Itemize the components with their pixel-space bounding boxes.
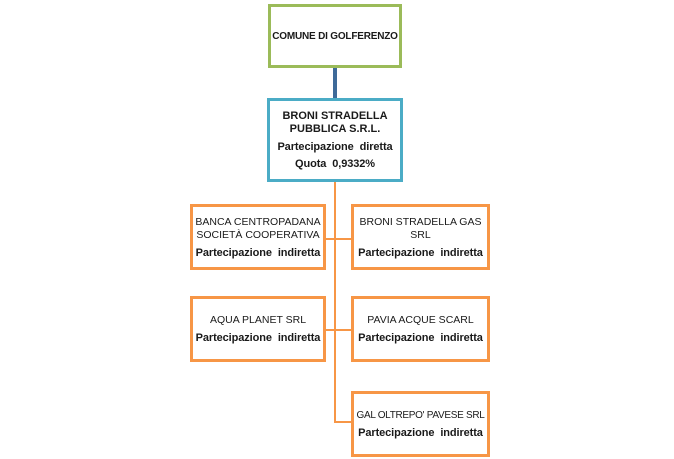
connector-branch-row1 xyxy=(326,238,351,240)
child-participation-label: Partecipazione indiretta xyxy=(358,332,483,344)
connector-branch-row3 xyxy=(335,421,351,423)
node-broni-stradella-gas xyxy=(351,204,490,270)
node-gal-oltrepo-pavese xyxy=(351,391,490,457)
node-comune-di-golferenzo xyxy=(268,4,402,68)
child-participation-label: Partecipazione indiretta xyxy=(358,246,483,259)
node-pavia-acque xyxy=(351,296,490,362)
child-node-name: PAVIA ACQUE SCARL xyxy=(367,314,474,326)
child-node-name: BRONI STRADELLA GAS SRL xyxy=(359,215,482,241)
parent-quota-label: Quota 0,9332% xyxy=(295,158,375,170)
connector-branch-row2 xyxy=(326,329,351,331)
child-participation-label: Partecipazione indiretta xyxy=(195,332,321,344)
node-broni-stradella-pubblica xyxy=(267,98,403,182)
node-aqua-planet xyxy=(190,296,326,362)
connector-root-to-parent xyxy=(333,68,337,99)
child-node-name: GAL OLTREPO' PAVESE SRL xyxy=(356,410,485,421)
parent-participation-label: Partecipazione diretta xyxy=(277,141,393,153)
child-node-name: AQUA PLANET SRL xyxy=(209,314,307,326)
root-node-label: COMUNE DI GOLFERENZO xyxy=(272,30,398,42)
parent-node-name: BRONI STRADELLA PUBBLICA S.R.L. xyxy=(282,110,388,135)
child-participation-label: Partecipazione indiretta xyxy=(358,427,483,439)
child-node-name: BANCA CENTROPADANA SOCIETÀ COOPERATIVA xyxy=(195,215,321,241)
connector-trunk xyxy=(334,182,336,423)
child-participation-label: Partecipazione indiretta xyxy=(195,246,321,259)
node-banca-centropadana xyxy=(190,204,326,270)
